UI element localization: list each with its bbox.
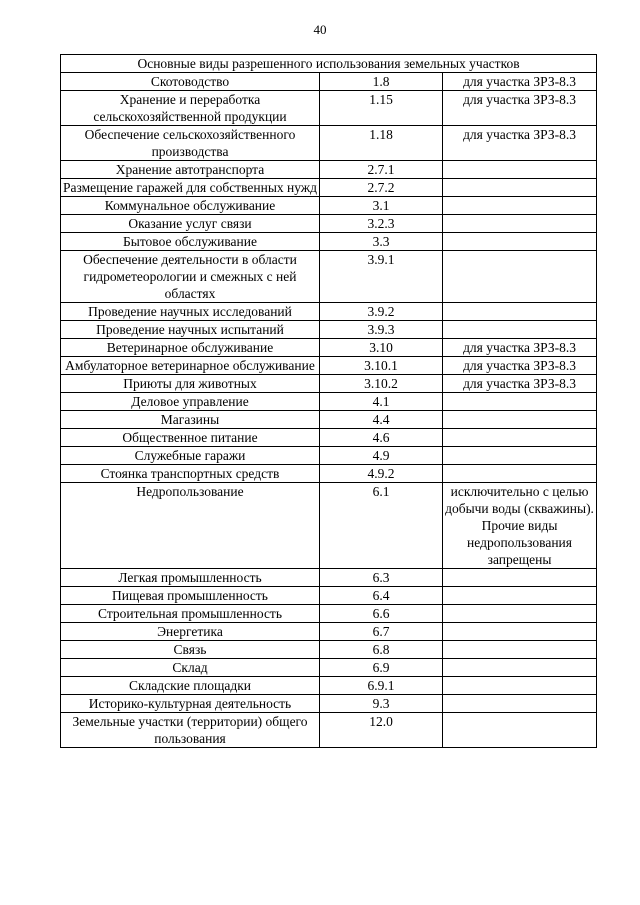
use-name-cell: Склад [61,659,320,677]
use-code-cell: 1.15 [320,91,443,126]
use-note-cell [443,569,597,587]
use-note-cell: для участка ЗРЗ-8.3 [443,73,597,91]
table-row [61,303,597,321]
table-row [61,233,597,251]
use-name-cell: Оказание услуг связи [61,215,320,233]
table-row [61,429,597,447]
use-code-cell: 6.9.1 [320,677,443,695]
table-row [61,126,597,161]
use-note-cell: для участка ЗРЗ-8.3 [443,126,597,161]
table-row [61,447,597,465]
table-row [61,713,597,748]
use-note-cell [443,695,597,713]
use-name-cell: Коммунальное обслуживание [61,197,320,215]
use-note-cell [443,623,597,641]
use-note-cell: для участка ЗРЗ-8.3 [443,375,597,393]
use-name-cell: Обеспечение сельскохозяйственного производства [61,126,320,161]
use-note-cell [443,587,597,605]
table-row [61,465,597,483]
use-code-cell: 3.2.3 [320,215,443,233]
use-code-cell: 6.6 [320,605,443,623]
use-code-cell: 4.1 [320,393,443,411]
use-note-cell [443,713,597,748]
use-name-cell: Размещение гаражей для собственных нужд [61,179,320,197]
use-name-cell: Связь [61,641,320,659]
use-code-cell: 1.18 [320,126,443,161]
table-row [61,215,597,233]
table-row [61,339,597,357]
use-name-cell: Служебные гаражи [61,447,320,465]
use-name-cell: Хранение автотранспорта [61,161,320,179]
table-row [61,375,597,393]
table-row [61,641,597,659]
use-code-cell: 6.4 [320,587,443,605]
use-note-cell [443,447,597,465]
use-name-cell: Общественное питание [61,429,320,447]
use-note-cell [443,179,597,197]
use-note-cell: для участка ЗРЗ-8.3 [443,357,597,375]
use-code-cell: 9.3 [320,695,443,713]
table-row [61,587,597,605]
table-row [61,251,597,303]
use-name-cell: Проведение научных исследований [61,303,320,321]
use-name-cell: Легкая промышленность [61,569,320,587]
use-note-cell [443,641,597,659]
table-row [61,393,597,411]
use-note-cell [443,215,597,233]
use-code-cell: 2.7.2 [320,179,443,197]
use-name-cell: Деловое управление [61,393,320,411]
table-row [61,483,597,569]
use-code-cell: 3.9.2 [320,303,443,321]
use-name-cell: Магазины [61,411,320,429]
page-number: 40 [313,22,327,37]
use-note-cell [443,411,597,429]
use-name-cell: Обеспечение деятельности в области гидрометеорологии и смежных с ней областях [61,251,320,303]
use-name-cell: Приюты для животных [61,375,320,393]
use-name-cell: Пищевая промышленность [61,587,320,605]
use-note-cell [443,465,597,483]
use-note-cell [443,321,597,339]
table-row [61,605,597,623]
use-note-cell: для участка ЗРЗ-8.3 [443,339,597,357]
use-name-cell: Хранение и переработка сельскохозяйственной продукции [61,91,320,126]
use-code-cell: 6.7 [320,623,443,641]
use-note-cell [443,605,597,623]
use-code-cell: 3.9.3 [320,321,443,339]
use-code-cell: 4.9.2 [320,465,443,483]
table-row [61,659,597,677]
table-body [61,73,597,748]
use-note-cell [443,233,597,251]
use-code-cell: 6.3 [320,569,443,587]
use-note-cell [443,303,597,321]
table-row [61,197,597,215]
use-name-cell: Строительная промышленность [61,605,320,623]
use-note-cell: исключительно с целью добычи воды (скважины). Прочие виды недропользования запрещены [443,483,597,569]
use-code-cell: 3.10 [320,339,443,357]
table-row [61,411,597,429]
use-name-cell: Бытовое обслуживание [61,233,320,251]
table-row [61,73,597,91]
use-code-cell: 3.3 [320,233,443,251]
table-row [61,91,597,126]
use-code-cell: 3.10.2 [320,375,443,393]
table-row [61,623,597,641]
use-name-cell: Стоянка транспортных средств [61,465,320,483]
use-name-cell: Недропользование [61,483,320,569]
table-header-row [61,55,597,73]
use-code-cell: 2.7.1 [320,161,443,179]
use-note-cell [443,393,597,411]
use-note-cell [443,429,597,447]
table-row [61,179,597,197]
use-code-cell: 6.8 [320,641,443,659]
land-use-table [60,54,597,748]
use-name-cell: Проведение научных испытаний [61,321,320,339]
use-name-cell: Земельные участки (территории) общего пользования [61,713,320,748]
use-note-cell [443,161,597,179]
use-code-cell: 3.1 [320,197,443,215]
table-row [61,357,597,375]
use-code-cell: 3.9.1 [320,251,443,303]
use-note-cell [443,677,597,695]
use-code-cell: 4.4 [320,411,443,429]
table-row [61,677,597,695]
table-row [61,161,597,179]
use-name-cell: Историко-культурная деятельность [61,695,320,713]
use-name-cell: Складские площадки [61,677,320,695]
table-row [61,569,597,587]
use-note-cell [443,659,597,677]
use-name-cell: Ветеринарное обслуживание [61,339,320,357]
use-name-cell: Амбулаторное ветеринарное обслуживание [61,357,320,375]
use-name-cell: Скотоводство [61,73,320,91]
use-code-cell: 1.8 [320,73,443,91]
use-note-cell [443,197,597,215]
table-row [61,695,597,713]
use-code-cell: 12.0 [320,713,443,748]
table-header: Основные виды разрешенного использования земельных участков [61,55,597,73]
use-code-cell: 3.10.1 [320,357,443,375]
use-code-cell: 6.1 [320,483,443,569]
use-code-cell: 6.9 [320,659,443,677]
use-code-cell: 4.6 [320,429,443,447]
use-name-cell: Энергетика [61,623,320,641]
use-note-cell [443,251,597,303]
table-row [61,321,597,339]
use-code-cell: 4.9 [320,447,443,465]
use-note-cell: для участка ЗРЗ-8.3 [443,91,597,126]
